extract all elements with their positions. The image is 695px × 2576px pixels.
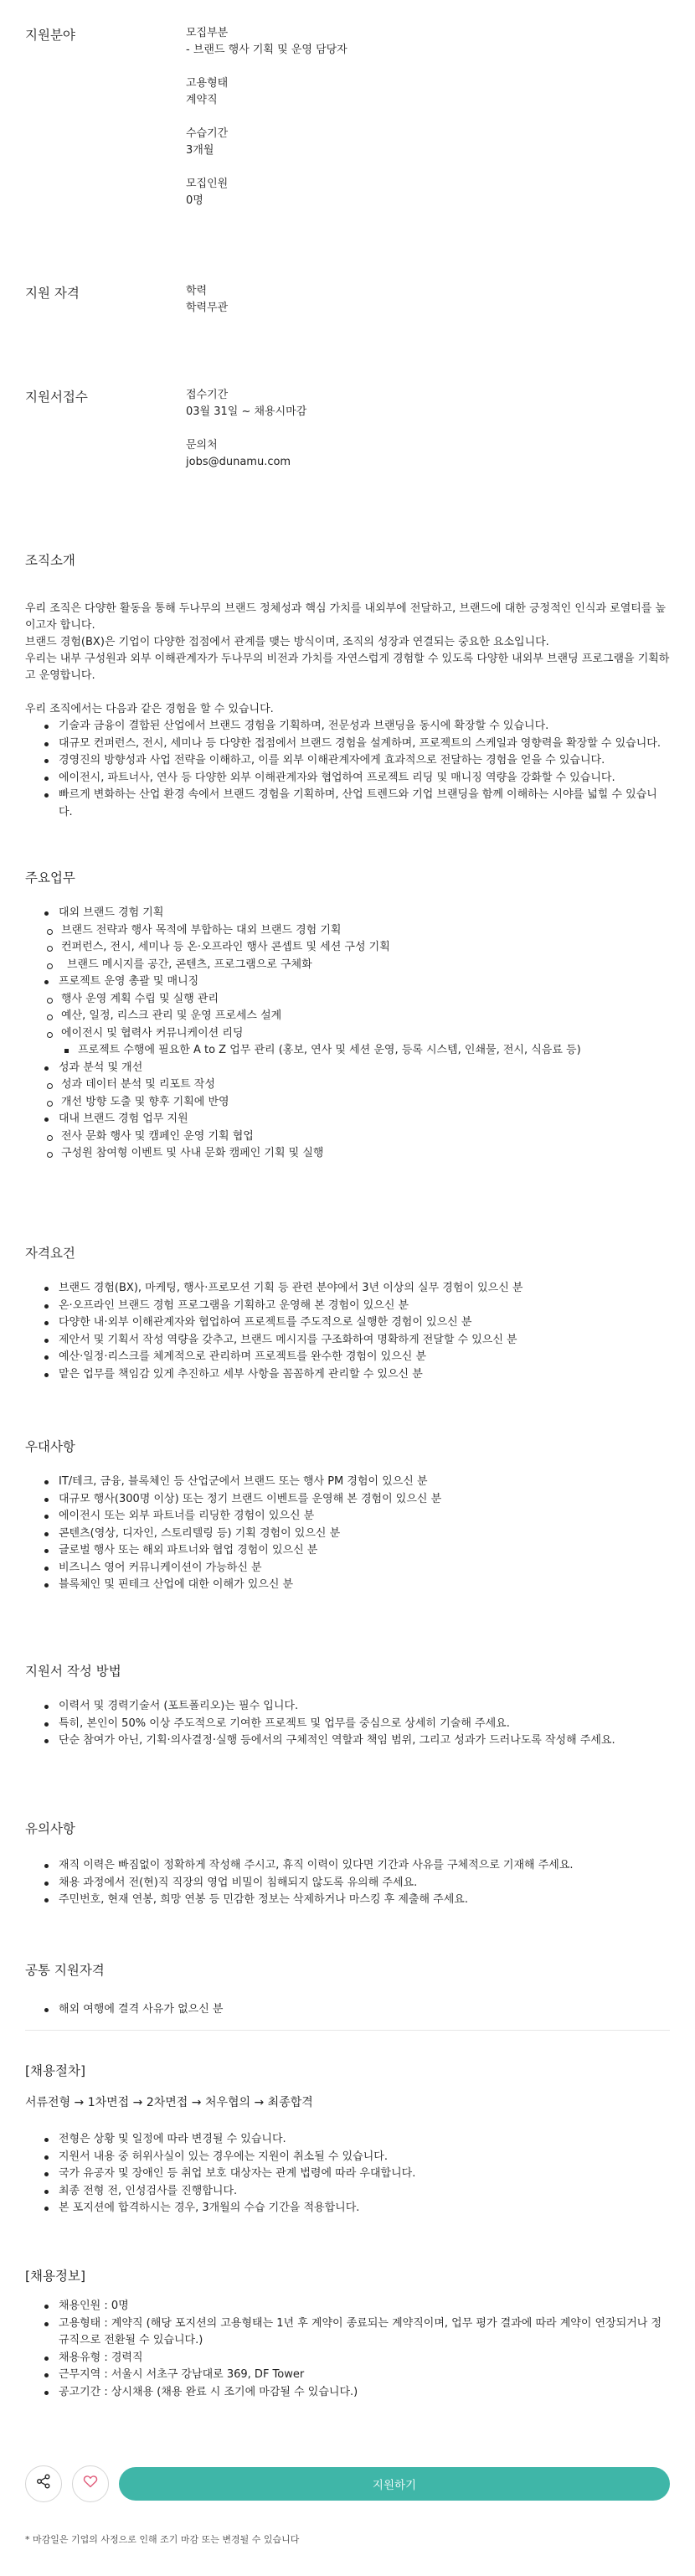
probation-block xyxy=(186,126,670,159)
list-item: 근무지역 : 서울시 서초구 강남대로 369, DF Tower xyxy=(25,2367,670,2384)
list-item: 해외 여행에 결격 사유가 없으신 분 xyxy=(25,2001,670,2019)
requirements-title: 자격요건 xyxy=(25,1246,75,1261)
experience-intro: 우리 조직에서는 다음과 같은 경험을 할 수 있습니다. xyxy=(25,703,274,715)
hiring-process-flow: 서류전형 → 1차면접 → 2차면접 → 처우협의 → 최종합격 xyxy=(25,2096,313,2109)
org-intro-paragraph: 브랜드 경험(BX)은 기업이 다양한 접점에서 관계를 맺는 방식이며, 조직의 성장과 연결되는 중요한 요소입니다. xyxy=(25,636,549,648)
notes-section xyxy=(25,1819,670,1909)
duty-sublist xyxy=(25,1128,670,1163)
duty-sublist xyxy=(25,922,670,974)
list-item: 다양한 내·외부 이해관계자와 협업하여 프로젝트를 주도적으로 실행한 경험이 있으신 분 xyxy=(25,1314,670,1332)
list-item: 단순 참여가 아닌, 기획·의사결정·실행 등에서의 구체적인 역할과 책임 범위, 그리고 성과가 드러나도록 작성해 주세요. xyxy=(25,1732,670,1750)
list-item: 고용형태 : 계약직 (해당 포지션의 고용형태는 1년 후 계약이 종료되는 계약직이며, 업무 평가 결과에 따라 계약이 연장되거나 정규직으로 전환될 수 있습니다.) xyxy=(25,2315,670,2350)
employment-type-value: 계약직 xyxy=(186,94,218,106)
employment-type-label: 고용형태 xyxy=(186,77,229,90)
list-item: 컨퍼런스, 전시, 세미나 등 온·오프라인 행사 콘셉트 및 세션 구성 기획 xyxy=(25,939,670,957)
period-label: 접수기간 xyxy=(186,389,229,401)
requirements-section xyxy=(25,1243,670,1383)
preferred-list xyxy=(25,1474,670,1594)
recruit-dept-label: 모집부분 xyxy=(186,27,229,39)
duties-list xyxy=(25,905,670,1163)
share-button[interactable] xyxy=(25,2465,62,2502)
list-item: 브랜드 메시지를 공간, 콘텐츠, 프로그램으로 구체화 xyxy=(25,957,670,974)
hiring-process-section xyxy=(25,2061,670,2217)
common-qualifications-title: 공통 지원자격 xyxy=(25,1963,105,1978)
qualification-section-label: 지원 자격 xyxy=(25,286,80,301)
common-qualifications-list xyxy=(25,2001,670,2019)
list-item: 채용인원 : 0명 xyxy=(25,2298,670,2315)
requirements-list xyxy=(25,1280,670,1383)
heart-icon xyxy=(82,2473,99,2496)
section-divider xyxy=(25,2030,670,2031)
hiring-process-title: [채용절차] xyxy=(25,2063,85,2078)
list-item: 콘텐츠(영상, 디자인, 스토리텔링 등) 기획 경험이 있으신 분 xyxy=(25,1525,670,1543)
duty-group-label: 대외 브랜드 경험 기획 xyxy=(59,906,164,919)
list-item: 글로벌 행사 또는 해외 파트너와 협업 경험이 있으신 분 xyxy=(25,1542,670,1560)
list-item: 이력서 및 경력기술서 (포트폴리오)는 필수 입니다. xyxy=(25,1698,670,1716)
duty-sublist xyxy=(25,991,670,1043)
headcount-label: 모집인원 xyxy=(186,178,229,190)
contact-block xyxy=(186,437,670,471)
list-item: 구성원 참여형 이벤트 및 사내 문화 캠페인 기획 및 실행 xyxy=(25,1145,670,1163)
duty-sublist xyxy=(25,1076,670,1111)
list-item: 예산·일정·리스크를 체계적으로 관리하며 프로젝트를 완수한 경험이 있으신 분 xyxy=(25,1349,670,1366)
period-block xyxy=(186,387,670,421)
hiring-process-list xyxy=(25,2131,670,2217)
application-section-body xyxy=(186,387,670,471)
field-section xyxy=(25,25,670,209)
list-item: 채용 과정에서 전(현)직 직장의 영업 비밀이 침해되지 않도록 유의해 주세요. xyxy=(25,1875,670,1892)
duty-group-label: 프로젝트 운영 총괄 및 매니징 xyxy=(59,975,199,988)
list-item: 전형은 상황 및 일정에 따라 변경될 수 있습니다. xyxy=(25,2131,670,2149)
employment-type-block xyxy=(186,75,670,109)
list-item: 비즈니스 영어 커뮤니케이션이 가능하신 분 xyxy=(25,1560,670,1577)
common-qualifications-section xyxy=(25,1960,670,2019)
list-item: 에이전시 또는 외부 파트너를 리딩한 경험이 있으신 분 xyxy=(25,1508,670,1525)
share-icon xyxy=(35,2473,52,2496)
field-section-body xyxy=(186,25,670,209)
list-item: 대규모 컨퍼런스, 전시, 세미나 등 다양한 접점에서 브랜드 경험을 설계하며, 프로젝트의 스케일과 영향력을 확장할 수 있습니다. xyxy=(25,736,670,753)
org-intro-title: 조직소개 xyxy=(25,553,75,568)
list-item: 블록체인 및 핀테크 산업에 대한 이해가 있으신 분 xyxy=(25,1577,670,1594)
notes-title: 유의사항 xyxy=(25,1821,75,1836)
main-duties-section xyxy=(25,868,670,1163)
list-item: 경영진의 방향성과 사업 전략을 이해하고, 이를 외부 이해관계자에게 효과적으로 전달하는 경험을 얻을 수 있습니다. xyxy=(25,752,670,770)
deadline-footnote: * 마감일은 기업의 사정으로 인해 조기 마감 또는 변경될 수 있습니다 xyxy=(25,2534,300,2545)
list-item: IT/테크, 금융, 블록체인 등 산업군에서 브랜드 또는 행사 PM 경험이 있으신 분 xyxy=(25,1474,670,1491)
list-item: 전사 문화 행사 및 캠페인 운영 기획 협업 xyxy=(25,1128,670,1146)
like-button[interactable] xyxy=(72,2465,109,2502)
hiring-info-title: [채용정보] xyxy=(25,2269,85,2284)
period-value: 03월 31일 ~ 채용시마감 xyxy=(186,405,307,418)
list-item: 프로젝트 수행에 필요한 A to Z 업무 관리 (홍보, 연사 및 세션 운영, 등록 시스템, 인쇄물, 전시, 식음료 등) xyxy=(42,1042,670,1060)
list-item: 브랜드 전략과 행사 목적에 부합하는 대외 브랜드 경험 기획 xyxy=(25,922,670,940)
list-item: 주민번호, 현재 연봉, 희망 연봉 등 민감한 정보는 삭제하거나 마스킹 후 제출해 주세요. xyxy=(25,1892,670,1909)
list-item: 최종 전형 전, 인성검사를 진행합니다. xyxy=(25,2183,670,2201)
how-to-write-section xyxy=(25,1661,670,1750)
preferred-title: 우대사항 xyxy=(25,1439,75,1454)
preferred-section xyxy=(25,1437,670,1594)
hiring-info-section xyxy=(25,2266,670,2401)
how-to-write-list xyxy=(25,1698,670,1750)
education-value: 학력무관 xyxy=(186,302,229,314)
recruit-dept-value: - 브랜드 행사 기획 및 운영 담당자 xyxy=(186,44,348,56)
list-item: 제안서 및 기획서 작성 역량을 갖추고, 브랜드 메시지를 구조화하여 명확하게 전달할 수 있으신 분 xyxy=(25,1332,670,1350)
application-section xyxy=(25,387,670,471)
qualification-section xyxy=(25,283,670,317)
list-item: 온·오프라인 브랜드 경험 프로그램을 기획하고 운영해 본 경험이 있으신 분 xyxy=(25,1298,670,1315)
recruit-dept-block xyxy=(186,25,670,59)
notes-list xyxy=(25,1857,670,1909)
list-item: 브랜드 경험(BX), 마케팅, 행사·프로모션 기획 등 관련 분야에서 3년 이상의 실무 경험이 있으신 분 xyxy=(25,1280,670,1298)
main-duties-title: 주요업무 xyxy=(25,870,75,885)
action-bar xyxy=(25,2465,670,2502)
probation-value: 3개월 xyxy=(186,144,214,157)
education-label: 학력 xyxy=(186,285,208,297)
probation-label: 수습기간 xyxy=(186,127,229,140)
duty-group xyxy=(25,1060,670,1112)
list-item: 채용유형 : 경력직 xyxy=(25,2350,670,2367)
list-item: 지원서 내용 중 허위사실이 있는 경우에는 지원이 취소될 수 있습니다. xyxy=(25,2149,670,2166)
apply-button[interactable]: 지원하기 xyxy=(119,2467,670,2501)
duty-group-label: 성과 분석 및 개선 xyxy=(59,1061,143,1074)
list-item: 맡은 업무를 책임감 있게 추진하고 세부 사항을 꼼꼼하게 관리할 수 있으신 분 xyxy=(25,1366,670,1384)
list-item: 공고기간 : 상시채용 (채용 완료 시 조기에 마감될 수 있습니다.) xyxy=(25,2384,670,2402)
list-item: 기술과 금융이 결합된 산업에서 브랜드 경험을 기획하며, 전문성과 브랜딩을 동시에 확장할 수 있습니다. xyxy=(25,718,670,736)
list-item: 성과 데이터 분석 및 리포트 작성 xyxy=(25,1076,670,1094)
duty-group xyxy=(25,1111,670,1163)
headcount-value: 0명 xyxy=(186,194,203,207)
how-to-write-title: 지원서 작성 방법 xyxy=(25,1664,121,1679)
duty-group xyxy=(25,973,670,1060)
list-item: 에이전시 및 협력사 커뮤니케이션 리딩 xyxy=(25,1025,670,1043)
org-intro-paragraph: 우리는 내부 구성원과 외부 이해관계자가 두나무의 비전과 가치를 자연스럽게 경험할 수 있도록 다양한 내외부 브랜딩 프로그램을 기획하고 운영합니다. xyxy=(25,653,670,682)
duty-sub-sublist xyxy=(42,1042,670,1060)
list-item: 예산, 일정, 리스크 관리 및 운영 프로세스 설계 xyxy=(25,1008,670,1025)
list-item: 대규모 행사(300명 이상) 또는 정기 브랜드 이벤트를 운영해 본 경험이 있으신 분 xyxy=(25,1491,670,1509)
headcount-block xyxy=(186,176,670,209)
contact-email: jobs@dunamu.com xyxy=(186,456,291,468)
list-item: 빠르게 변화하는 산업 환경 속에서 브랜드 경험을 기획하며, 산업 트렌드와 기업 브랜딩을 함께 이해하는 시야를 넓힐 수 있습니다. xyxy=(25,787,670,821)
list-item: 재직 이력은 빠짐없이 정확하게 작성해 주시고, 휴직 이력이 있다면 기간과 사유를 구체적으로 기재해 주세요. xyxy=(25,1857,670,1875)
list-item: 행사 운영 계획 수립 및 실행 관리 xyxy=(25,991,670,1009)
org-intro-section xyxy=(25,550,670,821)
duty-group xyxy=(25,905,670,973)
field-section-label: 지원분야 xyxy=(25,28,75,43)
list-item: 본 포지션에 합격하시는 경우, 3개월의 수습 기간을 적용합니다. xyxy=(25,2200,670,2217)
list-item: 에이전시, 파트너사, 연사 등 다양한 외부 이해관계자와 협업하여 프로젝트 리딩 및 매니징 역량을 강화할 수 있습니다. xyxy=(25,770,670,787)
list-item: 개선 방향 도출 및 향후 기획에 반영 xyxy=(25,1094,670,1112)
qualification-section-body xyxy=(186,283,670,317)
hiring-info-list xyxy=(25,2298,670,2401)
application-section-label: 지원서접수 xyxy=(25,390,88,405)
list-item: 특히, 본인이 50% 이상 주도적으로 기여한 프로젝트 및 업무를 중심으로 상세히 기술해 주세요. xyxy=(25,1716,670,1733)
contact-label: 문의처 xyxy=(186,439,218,452)
list-item: 국가 유공자 및 장애인 등 취업 보호 대상자는 관계 법령에 따라 우대합니다. xyxy=(25,2166,670,2183)
duty-group-label: 대내 브랜드 경험 업무 지원 xyxy=(59,1112,188,1125)
org-intro-paragraph: 우리 조직은 다양한 활동을 통해 두나무의 브랜드 정체성과 핵심 가치를 내외부에 전달하고, 브랜드에 대한 긍정적인 인식과 로열티를 높이고자 합니다. xyxy=(25,602,667,632)
experience-list xyxy=(25,718,670,821)
